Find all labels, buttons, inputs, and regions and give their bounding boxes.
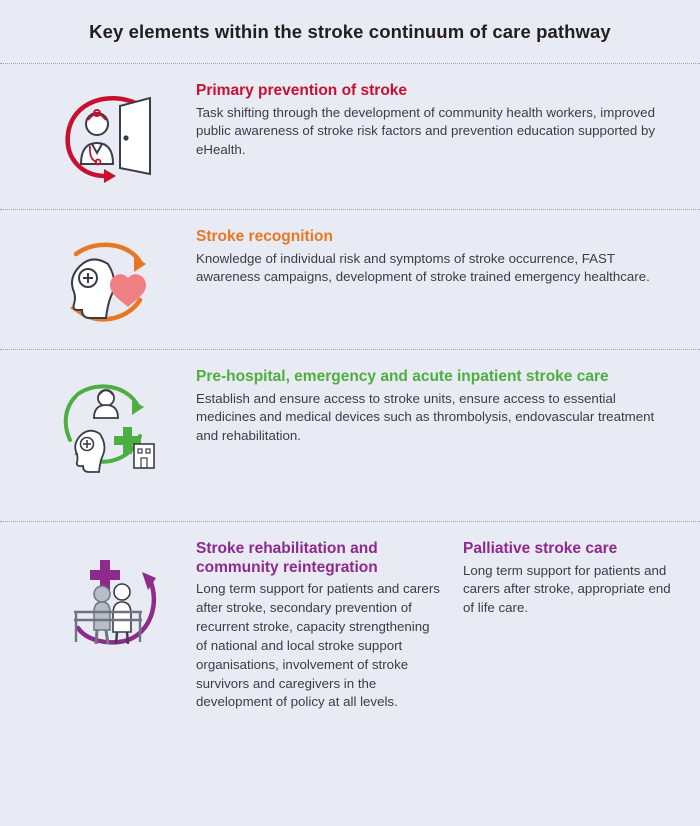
section-title-stroke-recognition: Stroke recognition (196, 228, 333, 245)
head-heart-icon (50, 234, 162, 334)
two-column-text (196, 540, 686, 712)
doctor-doorway-icon (50, 88, 162, 188)
icon-cell-rehabilitation (16, 540, 196, 660)
section-body-palliative: Long term support for patients and carers after stroke, appropriate end of life care. (463, 562, 671, 616)
icon-cell-primary-prevention (16, 82, 196, 188)
section-row-acute-care (0, 350, 700, 522)
section-body-acute-care: Establish and ensure access to stroke units, ensure access to essential medicines and medical devices such as thrombolysis, endovascular treatment and rehabilitation. (196, 390, 655, 444)
section-title-rehabilitation: Stroke rehabilitation and community reintegration (196, 540, 378, 576)
page-header (0, 0, 700, 64)
hospital-cross-icon (48, 374, 164, 484)
text-cell-stroke-recognition (196, 228, 686, 287)
section-row-primary-prevention (0, 64, 700, 210)
text-cell-palliative (463, 540, 686, 712)
section-title-primary-prevention: Primary prevention of stroke (196, 82, 408, 99)
section-body-primary-prevention: Task shifting through the development of community health workers, improved public awareness of stroke risk factors and prevention education supported by eHealth. (196, 104, 656, 158)
icon-cell-acute-care (16, 368, 196, 484)
text-cell-primary-prevention (196, 82, 686, 160)
section-title-palliative: Palliative stroke care (463, 540, 618, 557)
text-cell-rehabilitation (196, 540, 441, 712)
section-body-stroke-recognition: Knowledge of individual risk and symptoms of stroke occurrence, FAST awareness campaigns, development of stroke trained emergency healthcare. (196, 250, 650, 285)
icon-cell-stroke-recognition (16, 228, 196, 334)
section-row-stroke-recognition (0, 210, 700, 350)
section-row-rehabilitation (0, 522, 700, 812)
text-cell-acute-care (196, 368, 686, 446)
section-body-rehabilitation: Long term support for patients and carers after stroke, secondary prevention of recurrent stroke, capacity strengthening of national and local stroke support organisations, involvement of stroke survivors and caregivers in the development of policy at all levels. (196, 581, 440, 710)
section-title-acute-care: Pre-hospital, emergency and acute inpatient stroke care (196, 368, 609, 385)
page-title: Key elements within the stroke continuum of care pathway (89, 20, 611, 42)
rehabilitation-walking-icon (46, 550, 166, 660)
